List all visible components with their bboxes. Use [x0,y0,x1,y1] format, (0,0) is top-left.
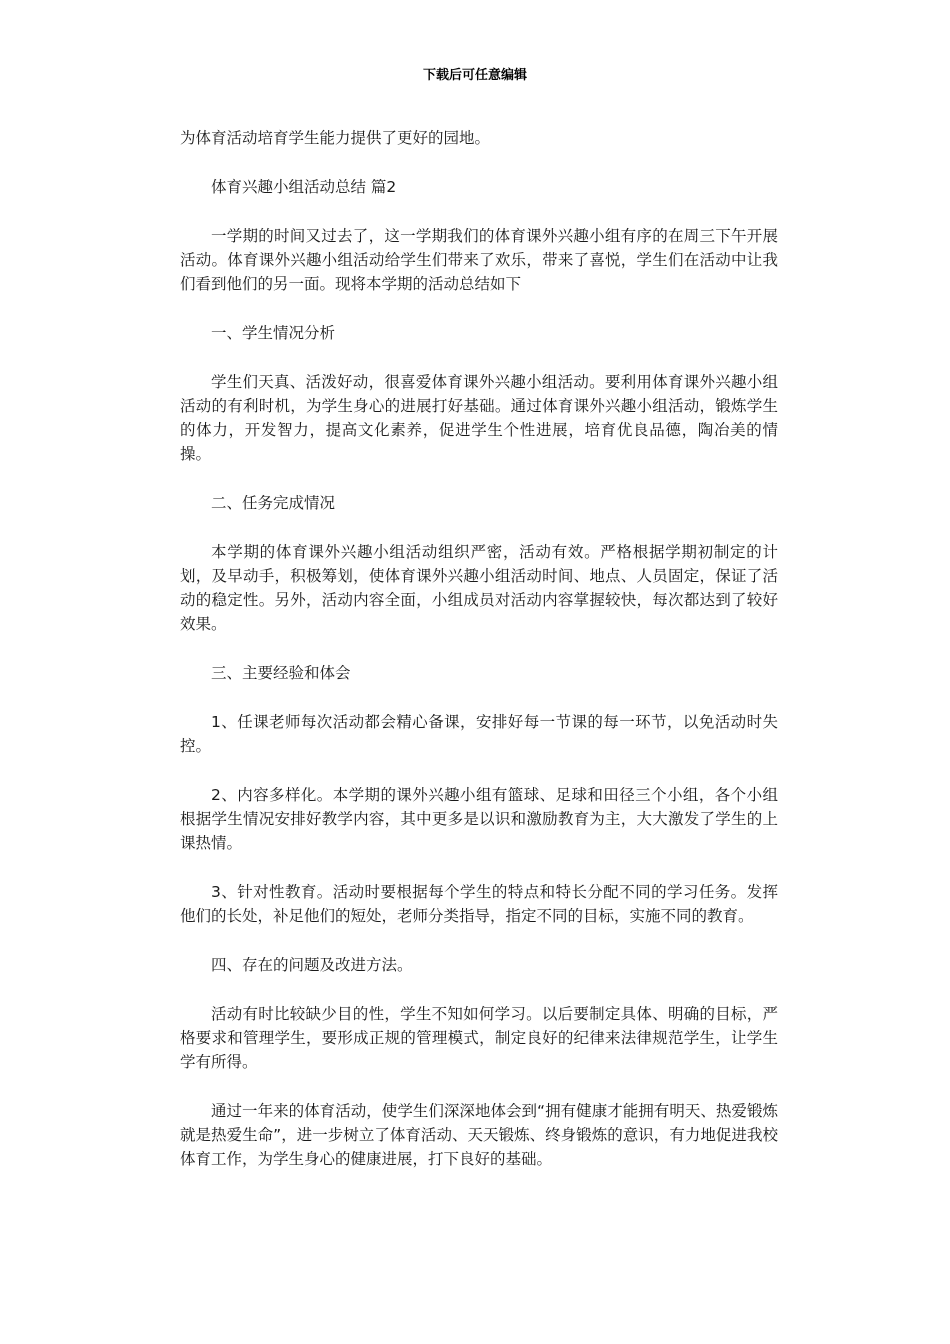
heading-problems: 四、存在的问题及改进方法。 [211,956,413,974]
paragraph-intro: 一学期的时间又过去了，这一学期我们的体育课外兴趣小组有序的在周三下午开展活动。体育课外兴趣小组活动给学生们带来了欢乐，带来了喜悦，学生们在活动中让我们看到他们的另一面。现将本学期的活动总结如下 [180,227,778,293]
paragraph-continuation: 为体育活动培育学生能力提供了更好的园地。 [180,129,491,147]
paragraph-task-completion: 本学期的体育课外兴趣小组活动组织严密，活动有效。严格根据学期初制定的计划，及早动手，积极筹划，使体育课外兴趣小组活动时间、地点、人员固定，保证了活动的稳定性。另外，活动内容全面，小组成员对活动内容掌握较快，每次都达到了较好效果。 [180,543,778,633]
heading-student-analysis: 一、学生情况分析 [211,324,336,342]
paragraph-experience-1: 1、任课老师每次活动都会精心备课，安排好每一节课的每一环节，以免活动时失控。 [180,713,778,755]
document-body [180,126,778,1196]
page-header: 下载后可任意编辑 [422,68,527,83]
heading-main-experience: 三、主要经验和体会 [211,664,351,682]
paragraph-student-analysis: 学生们天真、活泼好动，很喜爱体育课外兴趣小组活动。要利用体育课外兴趣小组活动的有利时机，为学生身心的进展打好基础。通过体育课外兴趣小组活动，锻炼学生的体力，开发智力，提高文化素养，促进学生个性进展，培育优良品德，陶冶美的情操。 [180,373,778,463]
paragraph-experience-3: 3、针对性教育。活动时要根据每个学生的特点和特长分配不同的学习任务。发挥他们的长处，补足他们的短处，老师分类指导，指定不同的目标，实施不同的教育。 [180,883,778,925]
paragraph-conclusion: 通过一年来的体育活动，使学生们深深地体会到“拥有健康才能拥有明天、热爱锻炼就是热爱生命”，进一步树立了体育活动、天天锻炼、终身锻炼的意识，有力地促进我校体育工作，为学生身心的健康进展，打下良好的基础。 [180,1102,778,1168]
section-title: 体育兴趣小组活动总结 篇2 [211,178,397,196]
paragraph-problems: 活动有时比较缺少目的性，学生不知如何学习。以后要制定具体、明确的目标，严格要求和管理学生，要形成正规的管理模式，制定良好的纪律来法律规范学生，让学生学有所得。 [180,1005,778,1071]
paragraph-experience-2: 2、内容多样化。本学期的课外兴趣小组有篮球、足球和田径三个小组，各个小组根据学生情况安排好教学内容，其中更多是以识和激励教育为主，大大激发了学生的上课热情。 [180,786,778,852]
heading-task-completion: 二、任务完成情况 [211,494,336,512]
